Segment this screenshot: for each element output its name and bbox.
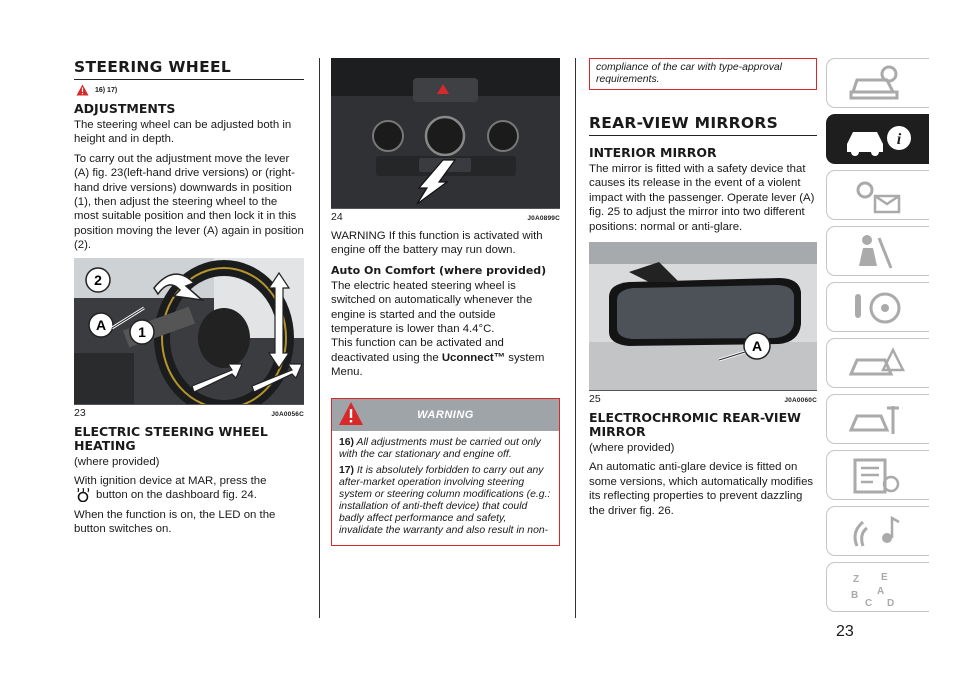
figure-caption [331,208,560,223]
svg-text:i: i [896,131,902,148]
tab-emergency[interactable] [826,338,929,388]
adjustments-heading: ADJUSTMENTS [74,101,176,116]
note-text: compliance of the car with type-approval requirements. [596,62,782,85]
tab-multimedia[interactable] [826,506,929,556]
auto-comfort-heading: Auto On Comfort (where provided) [331,263,547,277]
paragraph-part: This function can be activated and deactivated using the [331,337,504,364]
technical-data-icon [847,456,907,496]
figure-code: J0A0056C [271,410,304,418]
warning-continuation-box [589,58,817,90]
car-dashboard-icon [847,64,907,104]
heated-heading: ELECTRIC STEERING WHEEL HEATING [74,423,268,453]
paragraph [74,474,304,503]
car-info-icon [843,120,913,160]
heated-steering-icon [74,488,92,502]
figure-number: 23 [74,406,86,419]
tab-starting-driving[interactable] [826,282,929,332]
figure-caption [589,390,817,405]
tab-warning-lights[interactable] [826,170,929,220]
dashboard-button-photo [331,58,560,208]
interior-mirror-heading: INTERIOR MIRROR [589,145,717,160]
paragraph: WARNING If this function is activated with engine off the battery may run down. [331,230,543,257]
svg-text:Z: Z [853,574,860,585]
alphabetical-index-icon [847,568,907,608]
steering-adjust-photo [74,258,304,404]
fig-label: A [95,316,107,333]
warning-note-17 [339,465,552,537]
tab-car-info[interactable] [826,114,929,164]
paragraph-part: button on the dashboard fig. 24. [96,489,257,502]
figure-code: J0A0899C [527,215,560,222]
warning-note-16 [339,437,552,461]
paragraph: The mirror is fitted with a safety device that causes its release in the event of a violent impact with the passenger. Operate lever (A) fig. 25 to adjust the mirror into two different positions: normal or anti-glare. [589,163,815,233]
figure-code: J0A0060C [784,397,817,405]
figure-number: 25 [589,393,601,406]
svg-text:E: E [881,572,888,583]
fig-label: 2 [94,271,102,288]
warning-box [331,398,560,546]
figure-caption [74,404,304,419]
refs-text: 16) 17) [95,86,118,94]
paragraph: The electric heated steering wheel is switched on automatically whenever the engine is started and the outside temperature is lower than 4.4°C. [331,279,533,336]
warning-triangle-icon [338,401,364,427]
warning-lights-icon [847,176,907,216]
paragraph-part: With ignition device at MAR, press the [74,475,267,488]
note-number: 16) [339,436,355,448]
paragraph: (where provided) [589,442,675,455]
starting-driving-icon [847,288,907,328]
tab-maintenance[interactable] [826,394,929,444]
column-divider [575,58,576,618]
figure-number: 24 [331,211,343,223]
maintenance-icon [847,400,907,440]
fig-label: 1 [138,323,146,340]
electrochromic-heading: ELECTROCHROMIC REAR-VIEW MIRROR [589,410,801,440]
paragraph-part: system Menu. [331,351,545,379]
warning-title: WARNING [417,408,474,421]
column-mirrors [589,58,817,523]
paragraph: When the function is on, the LED on the button switches on. [74,508,276,536]
section-title: STEERING WHEEL [74,58,304,80]
note-text: All adjustments must be carried out only with the car stationary and engine off. [339,436,541,460]
tab-alphabetical-index[interactable] [826,562,929,612]
tab-technical-data[interactable] [826,450,929,500]
column-heating [331,58,560,546]
figure-25 [589,242,817,405]
tab-safety[interactable] [826,226,929,276]
svg-text:A: A [877,586,885,597]
paragraph: To carry out the adjustment move the lever (A) fig. 23(left-hand drive versions) or (right-hand drive versions) downwards in position (1), then adjust the steering wheel to the most suitable position and then lock it in this position moving the lever (A) again in position (2). [74,152,304,252]
paragraph: (where provided) [74,455,160,468]
warning-header [332,399,559,431]
svg-text:B: B [851,590,859,601]
column-divider [319,58,320,618]
figure-23 [74,258,304,419]
paragraph: The steering wheel can be adjusted both in height and in depth. [74,119,292,146]
figure-24 [331,58,560,223]
uconnect-label: Uconnect™ [441,351,506,364]
section-title: REAR-VIEW MIRRORS [589,114,817,136]
warning-body [332,431,559,545]
safety-airbag-icon [847,232,907,272]
multimedia-icon [847,512,907,552]
warning-triangle-icon [76,84,89,96]
note-number: 17) [339,464,355,476]
paragraph [331,336,560,379]
svg-text:D: D [887,598,895,608]
warning-refs [76,84,304,96]
paragraph: An automatic anti-glare device is fitted on some versions, which automatically modifies its reflecting properties to prevent dazzling the driver fig. 26. [589,461,814,517]
page-number: 23 [836,623,854,640]
interior-mirror-photo [589,242,817,390]
column-steering-wheel [74,58,304,542]
tab-dashboard[interactable] [826,58,929,108]
fig-label: A [751,338,763,355]
svg-text:C: C [865,598,873,608]
note-text: It is absolutely forbidden to carry out any after-market operation involving steering system or steering column modifications (e.g.: installation of anti-theft device) that could badly affect performance and safety, invalidate the warranty and also result in non- [339,464,551,536]
emergency-icon [847,344,907,384]
